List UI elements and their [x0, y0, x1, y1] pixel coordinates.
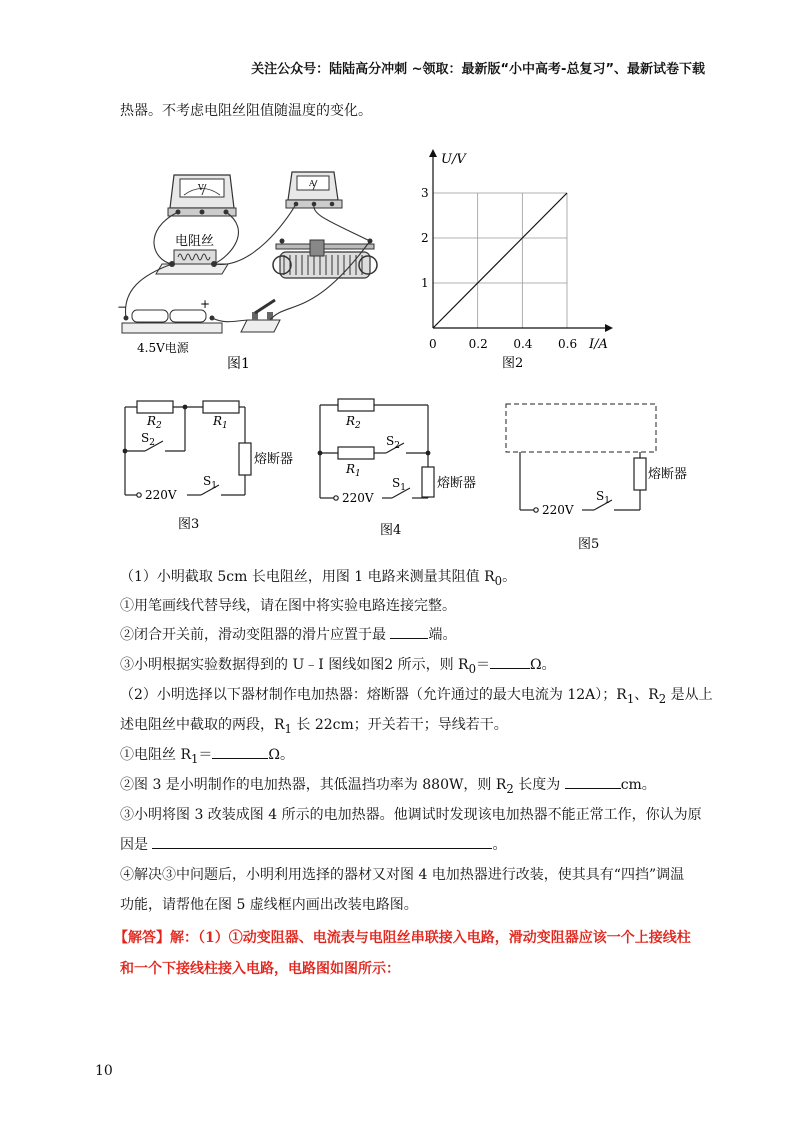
answer-line1: 【解答】解：（1）①动变阻器、电流表与电阻丝串联接入电路，滑动变阻器应该一个上接线柱 [114, 930, 691, 946]
intro-line: 热器。不考虑电阻丝阻值随温度的变化。 [120, 103, 372, 119]
s2-sub: 2 [149, 438, 155, 448]
ammeter-label: A [309, 179, 315, 188]
answer-blank-q2-3[interactable] [152, 848, 492, 849]
r1-resistor [203, 401, 239, 413]
power-label: 4.5V电源 [137, 341, 189, 355]
answer-blank-q2-2[interactable] [565, 788, 621, 789]
fuse-label: 熔断器 [648, 467, 688, 482]
s1-sub: 1 [400, 483, 406, 493]
dashed-box [506, 404, 656, 452]
s2-label: S [141, 431, 150, 445]
q2-intro-line2: 述电阻丝中截取的两段，$R_1$ 长 22cm；开关若干；导线若干。 [120, 717, 508, 736]
s2-label: S [386, 434, 395, 448]
r1-label: R [346, 462, 356, 476]
s1-sub: 1 [604, 496, 610, 506]
x-axis-label: I/A [589, 337, 608, 352]
ammeter [286, 172, 342, 208]
fig3-caption: 图3 [178, 517, 200, 532]
svg-text:S1 [203, 474, 217, 491]
figure-1 [112, 160, 382, 375]
fuse [422, 467, 434, 497]
rheostat [273, 239, 377, 279]
fuse-label: 熔断器 [437, 476, 477, 491]
battery-minus: − [117, 300, 128, 314]
battery-plus: + [200, 297, 211, 311]
answer-blank-q1-2[interactable] [390, 638, 428, 639]
q1-part3: ③小明根据实验数据得到的 U﹣I 图线如图2 所示，则 $R_0= \Omega$。 [120, 657, 556, 676]
q1-part2: ②闭合开关前，滑动变阻器的滑片应置于最 端。 [120, 627, 457, 643]
fig1-caption: 图1 [227, 356, 250, 372]
figure-4 [310, 393, 505, 543]
s1-label: S [392, 476, 401, 490]
answer-blank-q1-3[interactable] [490, 668, 530, 669]
svg-text:S2 [141, 431, 155, 448]
r2-resistor [338, 399, 374, 411]
fuse-label: 熔断器 [254, 452, 294, 467]
r1-sub: 1 [355, 469, 361, 479]
r2-sub: 2 [156, 421, 162, 431]
q1-intro: （1）小明截取 5cm 长电阻丝，用图 1 电路来测量其阻值 $R_0$。 [120, 569, 517, 588]
y-tick-label: 3 [421, 186, 429, 200]
svg-text:R1 [345, 462, 361, 479]
q2-part3-line1: ③小明将图 3 改装成图 4 所示的电加热器。他调试时发现该电加热器不能正常工作，你认为原 [120, 807, 702, 823]
q2-part3-line2: 因是 。 [120, 837, 507, 853]
voltage-label: 220V [542, 503, 574, 517]
r2-resistor [137, 401, 173, 413]
page-number: 10 [95, 1063, 113, 1079]
q2-part2: ②图 3 是小明制作的电加热器，其低温挡功率为 880W，则 $R_2$ 长度为 cm。 [120, 777, 656, 796]
svg-text:R1 [212, 414, 228, 431]
fig2-caption: 图2 [502, 356, 524, 371]
r1-sub: 1 [222, 421, 228, 431]
q2-part4-line1: ④解决③中问题后，小明利用选择的器材又对图 4 电加热器进行改装，使其具有“四挡”调温 [120, 867, 685, 883]
fig5-caption: 图5 [578, 537, 600, 552]
voltage-label: 220V [145, 488, 177, 502]
r2-label: R [346, 414, 356, 428]
y-tick-label: 2 [421, 231, 429, 245]
x-tick-label: 0.2 [468, 337, 488, 351]
s2-sub: 2 [394, 441, 400, 451]
figure-5 [500, 398, 700, 553]
s1-label: S [596, 489, 605, 503]
x-tick-label: 0.4 [513, 337, 533, 351]
y-axis-label: U/V [441, 152, 466, 167]
r2-label: R [147, 414, 157, 428]
q2-intro: （2）小明选择以下器材制作电加热器：熔断器（允许通过的最大电流为 12A）；$R_1$、$R_2$ 是从上 [120, 687, 713, 706]
ui-line [433, 193, 567, 328]
s1-label: S [203, 474, 212, 488]
svg-text:R2 [345, 414, 361, 431]
voltmeter [168, 175, 236, 216]
figure-2 [405, 145, 615, 375]
s1-sub: 1 [211, 481, 217, 491]
fuse [634, 458, 646, 490]
svg-text:S1 [392, 476, 406, 493]
answer-blank-q2-1[interactable] [212, 758, 268, 759]
q2-part4-line2: 功能，请帮他在图 5 虚线框内画出改装电路图。 [120, 897, 418, 913]
fig4-caption: 图4 [380, 523, 402, 538]
r2-sub: 2 [355, 421, 361, 431]
y-tick-label: 1 [421, 276, 429, 290]
fuse [239, 443, 251, 475]
svg-text:S1 [596, 489, 610, 506]
battery [117, 297, 222, 355]
voltage-label: 220V [342, 491, 374, 505]
answer-line2: 和一个下接线柱接入电路，电路图如图所示： [120, 961, 400, 977]
voltmeter-label: V [198, 183, 204, 192]
q1-part1: ①用笔画线代替导线，请在图中将实验电路连接完整。 [120, 598, 456, 614]
origin-label: 0 [429, 337, 437, 351]
x-tick-label: 0.6 [558, 337, 578, 351]
r1-resistor [338, 447, 374, 459]
page-header: 关注公众号：陆陆高分冲刺 ~领取：最新版“小中高考-总复习”、最新试卷下载 [251, 62, 705, 77]
figure-3 [115, 395, 305, 540]
resistance-wire [156, 233, 228, 274]
r1-label: R [213, 414, 223, 428]
resistance-wire-label: 电阻丝 [175, 234, 215, 249]
q2-part1: ①电阻丝 $R_1= \Omega$。 [120, 747, 295, 766]
svg-text:R2 [146, 414, 162, 431]
